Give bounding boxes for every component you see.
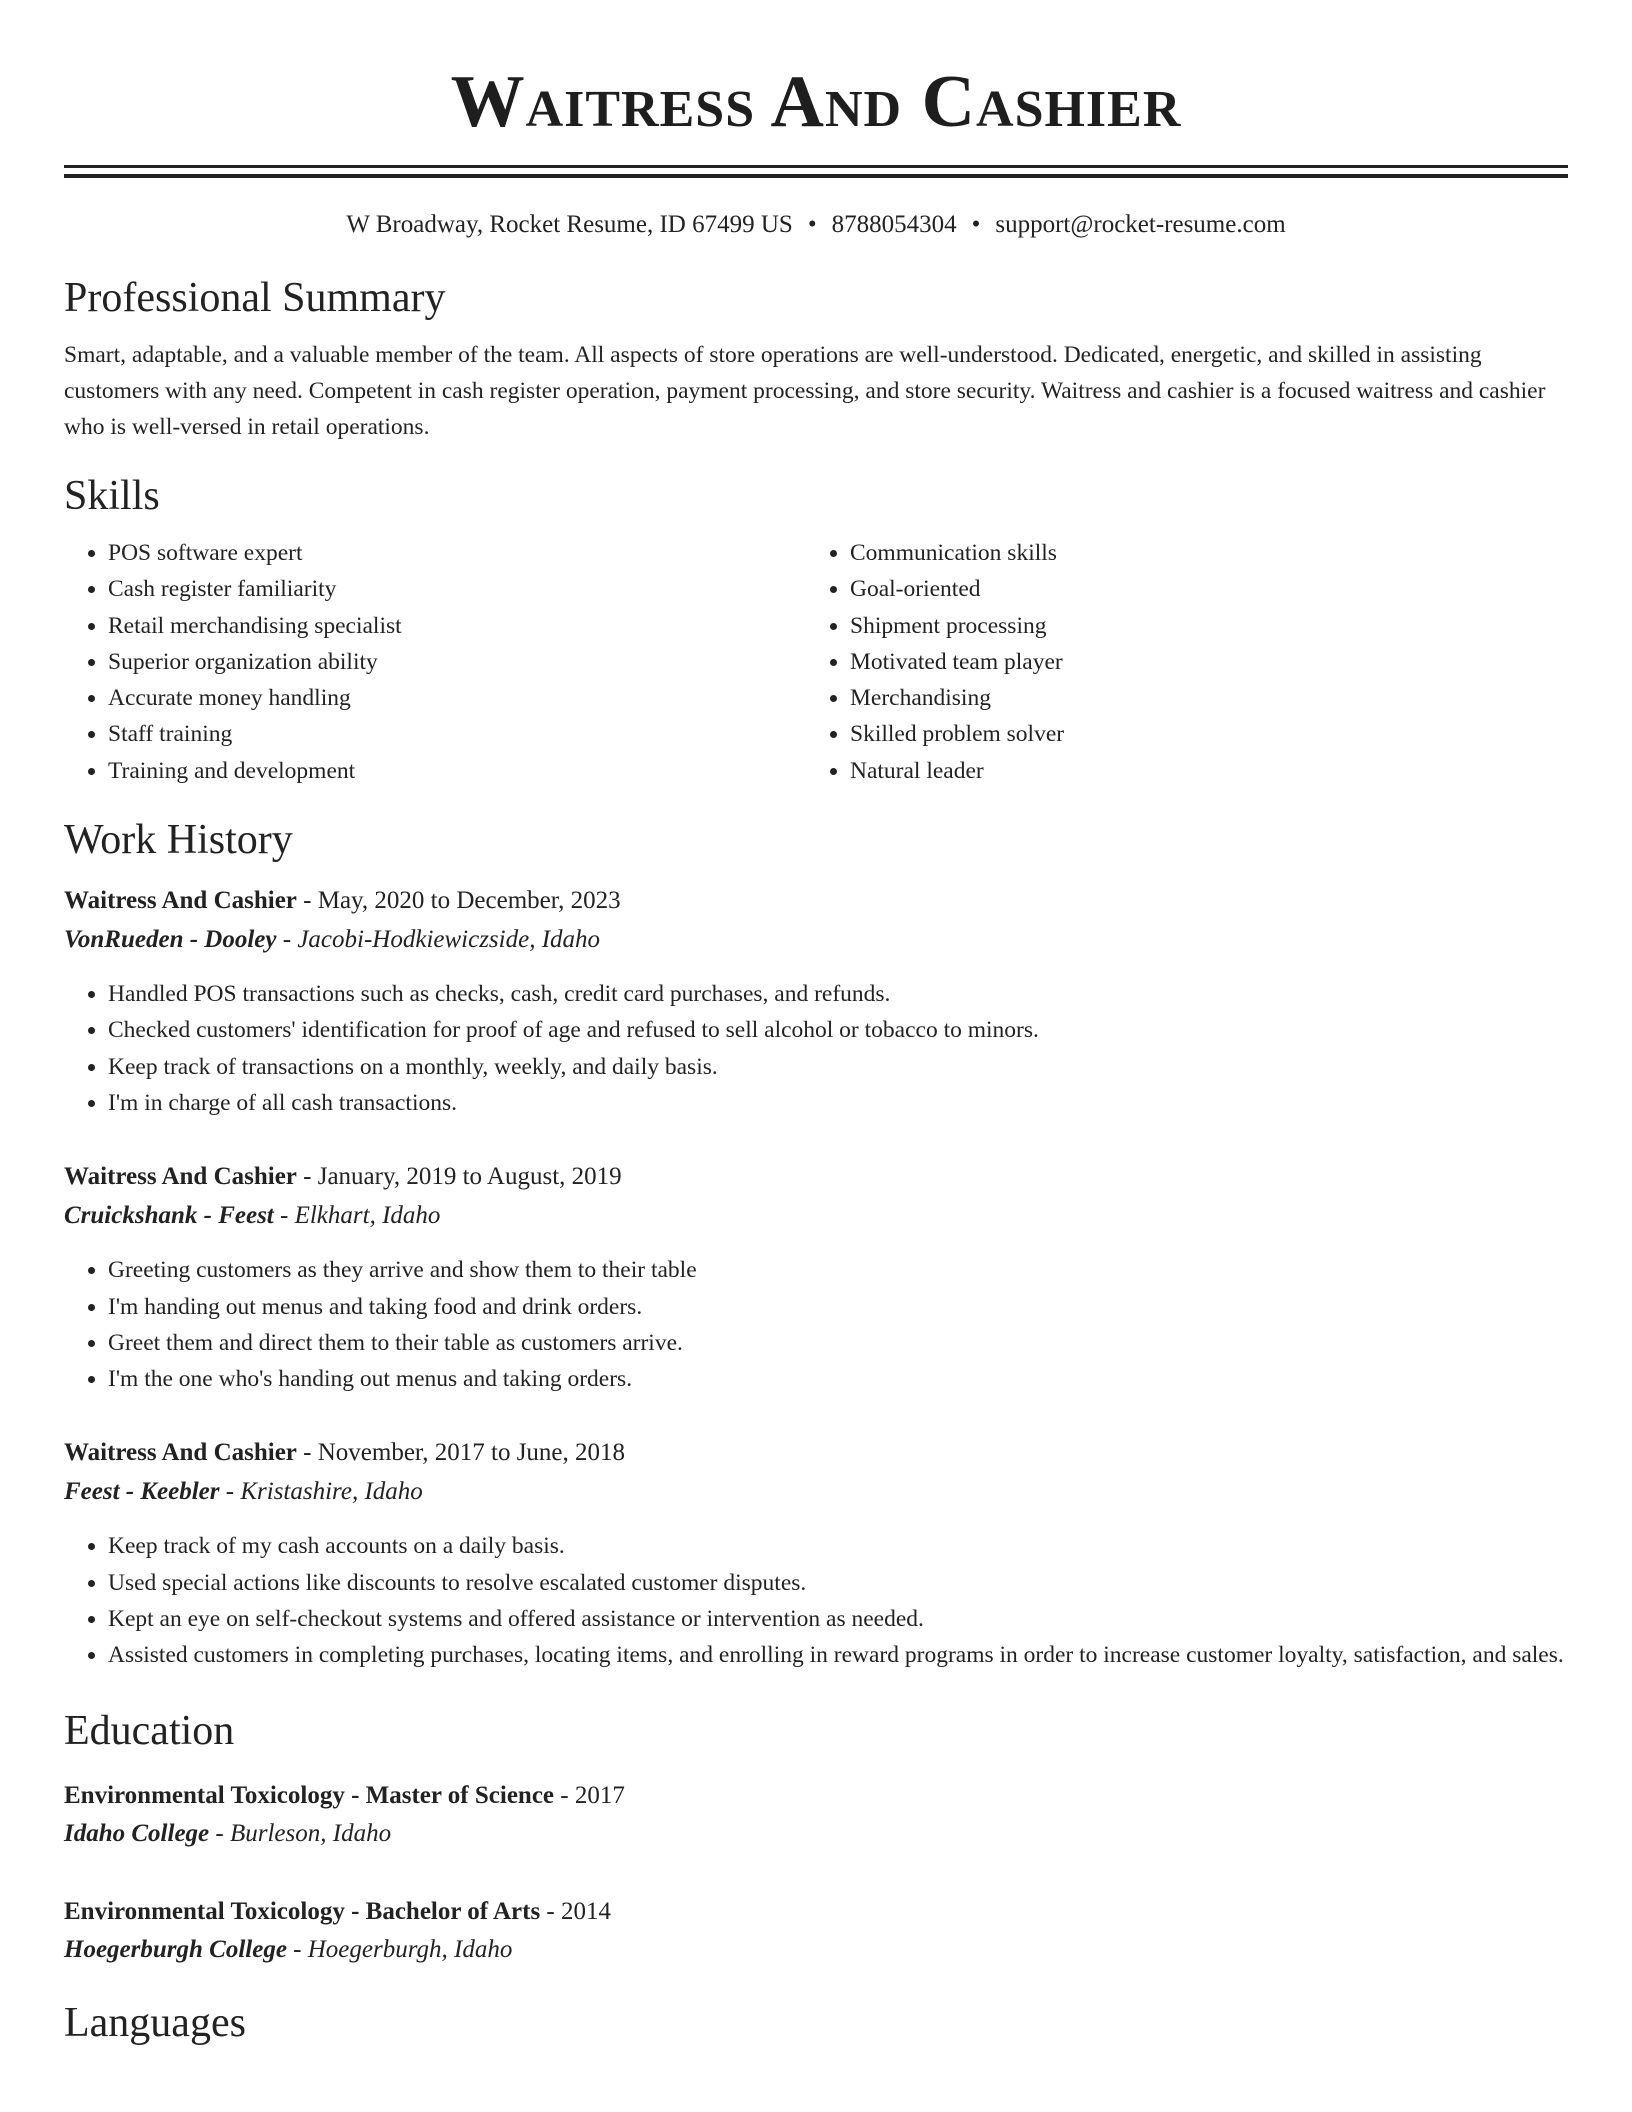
job-location: - Jacobi-Hodkiewiczside, Idaho	[282, 926, 601, 954]
resume-page	[64, 0, 1568, 2048]
job-employer-line	[64, 1476, 1568, 1508]
job-title-line	[64, 1161, 1568, 1193]
job-bullet: • Assisted customers in completing purchases, locating items, and enrolling in reward programs in order to increase customer loyalty, satisfaction, and sales.	[108, 1637, 1568, 1673]
skill-item: • POS software expert	[108, 535, 806, 571]
job-bullets	[64, 1252, 1568, 1397]
work-history-section	[64, 815, 1568, 1674]
contact-separator: •	[807, 211, 817, 238]
job-employer-line	[64, 1200, 1568, 1232]
job-bullet: • Kept an eye on self-checkout systems and offered assistance or intervention as needed.	[108, 1601, 1568, 1637]
job-employer: VonRueden - Dooley	[64, 926, 277, 954]
title-divider-top	[64, 165, 1568, 168]
job-location: - Elkhart, Idaho	[280, 1202, 441, 1230]
job-title: Waitress And Cashier	[64, 1163, 297, 1191]
languages-section	[64, 1998, 1568, 2048]
skill-item: • Training and development	[108, 753, 806, 789]
education-entry	[64, 1780, 1568, 1850]
skill-item: • Natural leader	[850, 753, 1548, 789]
job-entry	[64, 1161, 1568, 1397]
job-bullet: • Keep track of my cash accounts on a daily basis.	[108, 1528, 1568, 1564]
skill-item: • Motivated team player	[850, 644, 1548, 680]
contact-phone: 8788054304	[831, 211, 957, 238]
contact-line	[64, 210, 1568, 240]
skill-item: • Superior organization ability	[108, 644, 806, 680]
job-bullet: • Checked customers' identification for proof of age and refused to sell alcohol or tobacco to minors.	[108, 1012, 1568, 1048]
education-degree-line	[64, 1780, 1568, 1812]
education-school: Hoegerburgh College	[64, 1935, 287, 1963]
job-entry	[64, 885, 1568, 1121]
education-school: Idaho College	[64, 1819, 210, 1847]
job-bullet: • Handled POS transactions such as checks, cash, credit card purchases, and refunds.	[108, 976, 1568, 1012]
skill-item: • Staff training	[108, 716, 806, 752]
job-employer-line	[64, 924, 1568, 956]
job-dates: - January, 2019 to August, 2019	[303, 1163, 622, 1191]
work-history-heading: Work History	[64, 817, 293, 864]
contact-address: W Broadway, Rocket Resume, ID 67499 US	[346, 211, 793, 238]
skills-left-list	[64, 535, 806, 789]
education-year: - 2014	[546, 1897, 611, 1925]
job-title: Waitress And Cashier	[64, 1439, 297, 1467]
summary-heading: Professional Summary	[64, 275, 446, 321]
job-employer: Cruickshank - Feest	[64, 1202, 274, 1230]
job-dates: - May, 2020 to December, 2023	[303, 887, 621, 915]
education-heading: Education	[64, 1707, 235, 1754]
summary-text: Smart, adaptable, and a valuable member of the team. All aspects of store operations are well-understood. Dedicated, energetic, and skilled in assisting customers with any need. Competent in cash register operation, payment processing, and store security. Waitress and cashier is a focused waitress and cashier who is well-versed in retail operations.	[64, 342, 1546, 440]
job-dates: - November, 2017 to June, 2018	[303, 1439, 626, 1467]
skills-columns	[64, 535, 1568, 789]
education-location: - Burleson, Idaho	[215, 1819, 392, 1847]
skill-item: • Skilled problem solver	[850, 716, 1548, 752]
skills-right-list	[806, 535, 1548, 789]
education-entry	[64, 1896, 1568, 1966]
education-degree-line	[64, 1896, 1568, 1928]
skill-item: • Merchandising	[850, 680, 1548, 716]
job-location: - Kristashire, Idaho	[225, 1478, 423, 1506]
education-location: - Hoegerburgh, Idaho	[293, 1935, 513, 1963]
skill-item: • Accurate money handling	[108, 680, 806, 716]
job-employer: Feest - Keebler	[64, 1478, 220, 1506]
education-school-line	[64, 1934, 1568, 1966]
skill-item: • Cash register familiarity	[108, 571, 806, 607]
job-bullet: • Greet them and direct them to their table as customers arrive.	[108, 1325, 1568, 1361]
job-entry	[64, 1437, 1568, 1673]
job-bullet: • Keep track of transactions on a monthly, weekly, and daily basis.	[108, 1049, 1568, 1085]
education-section	[64, 1706, 1568, 1966]
job-bullet: • I'm handing out menus and taking food and drink orders.	[108, 1289, 1568, 1325]
languages-heading: Languages	[64, 1999, 246, 2046]
job-title-line	[64, 1437, 1568, 1469]
job-bullets	[64, 1528, 1568, 1673]
job-bullets	[64, 976, 1568, 1121]
education-school-line	[64, 1818, 1568, 1850]
education-year: - 2017	[560, 1781, 625, 1809]
skill-item: • Goal-oriented	[850, 571, 1548, 607]
skill-item: • Communication skills	[850, 535, 1548, 571]
job-title-line	[64, 885, 1568, 917]
contact-separator: •	[971, 211, 981, 238]
job-bullet: • Used special actions like discounts to resolve escalated customer disputes.	[108, 1565, 1568, 1601]
resume-title: Waitress And Cashier	[450, 61, 1182, 143]
skill-item: • Shipment processing	[850, 608, 1548, 644]
contact-email[interactable]: support@rocket-resume.com	[995, 211, 1286, 238]
skill-item: • Retail merchandising specialist	[108, 608, 806, 644]
education-degree: Environmental Toxicology - Master of Science	[64, 1781, 555, 1809]
skills-section	[64, 471, 1568, 789]
skills-heading: Skills	[64, 473, 160, 519]
title-divider-bottom	[64, 174, 1568, 178]
job-bullet: • I'm in charge of all cash transactions.	[108, 1085, 1568, 1121]
education-degree: Environmental Toxicology - Bachelor of Arts	[64, 1897, 541, 1925]
job-bullet: • Greeting customers as they arrive and show them to their table	[108, 1252, 1568, 1288]
job-bullet: • I'm the one who's handing out menus and taking orders.	[108, 1361, 1568, 1397]
job-title: Waitress And Cashier	[64, 887, 297, 915]
summary-section	[64, 273, 1568, 445]
